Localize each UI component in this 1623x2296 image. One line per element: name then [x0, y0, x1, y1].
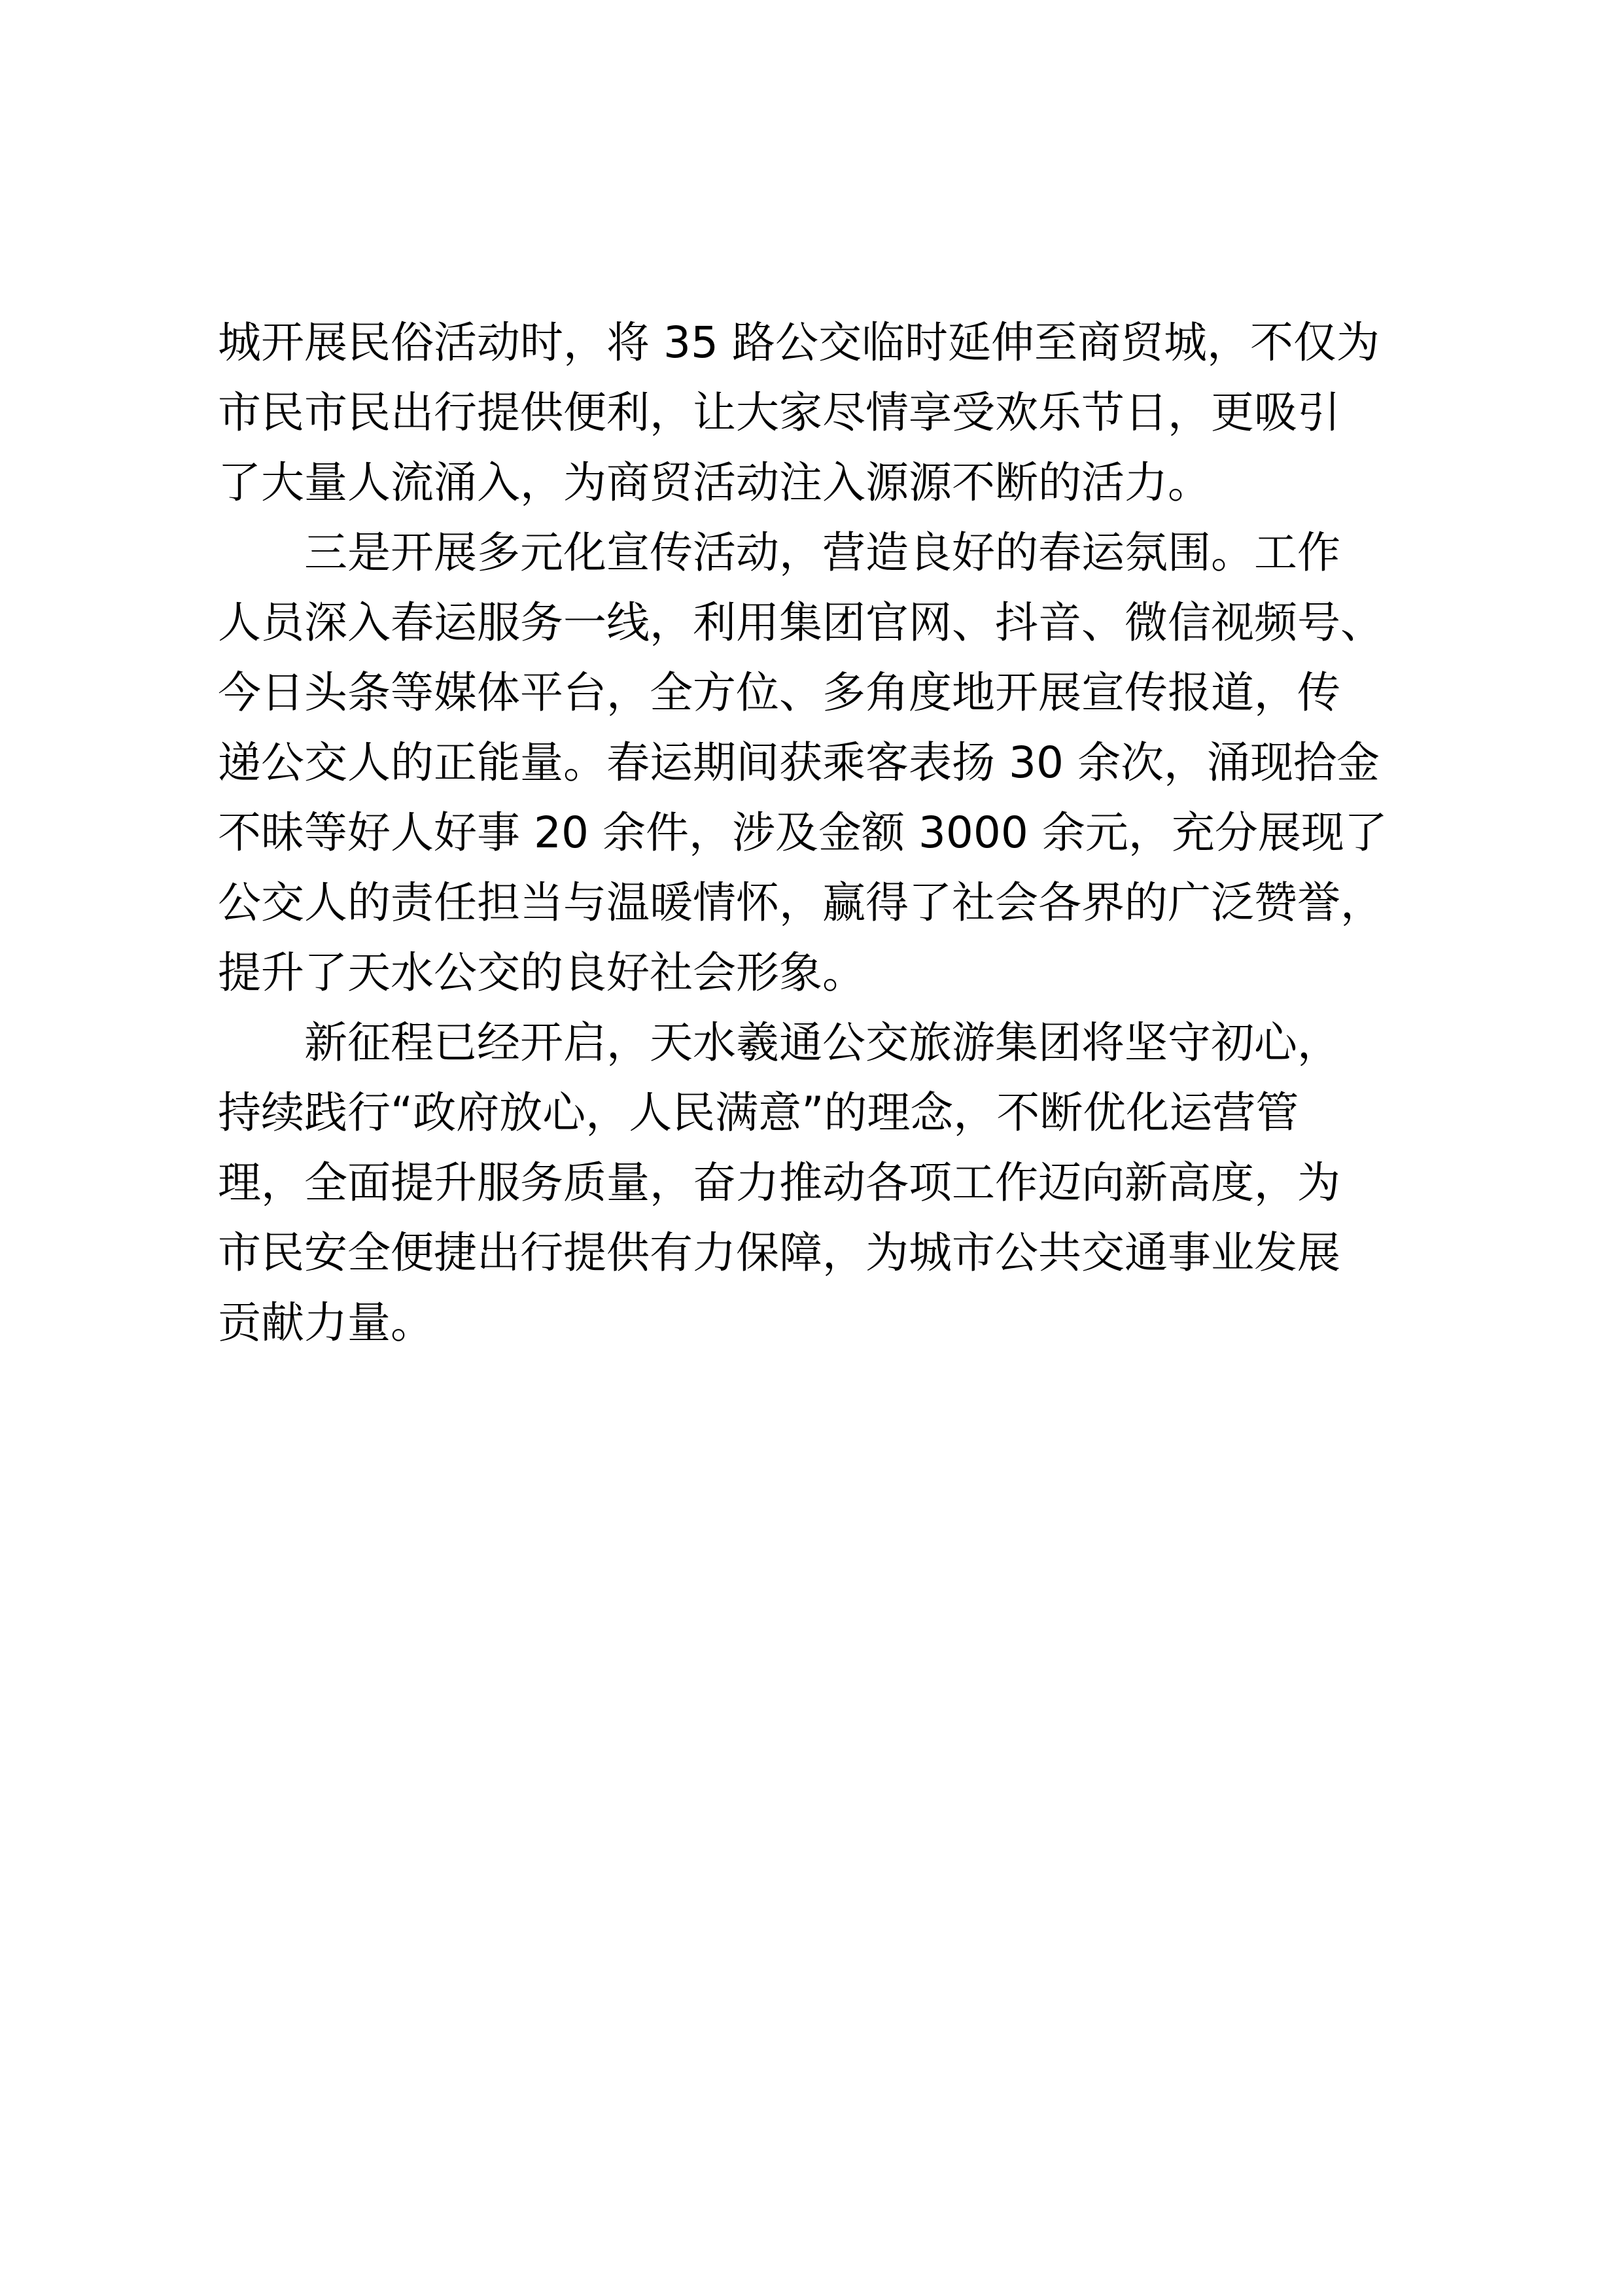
text-line: 不昧等好人好事 20 余件，涉及金额 3000 余元，充分展现了 [218, 807, 1387, 858]
text-line: 递公交人的正能量。春运期间获乘客表扬 30 余次，涌现拾金 [218, 737, 1380, 788]
text-line: 理，全面提升服务质量，奋力推动各项工作迈向新高度，为 [218, 1157, 1340, 1208]
text-line: 公交人的责任担当与温暖情怀，赢得了社会各界的广泛赞誉， [218, 877, 1384, 928]
text-line: 市民市民出行提供便利，让大家尽情享受欢乐节日，更吸引 [218, 387, 1340, 438]
paragraph-2 [218, 518, 1435, 1008]
text-line: 人员深入春运服务一线，利用集团官网、抖音、微信视频号、 [218, 597, 1384, 648]
text-line: 今日头条等媒体平台，全方位、多角度地开展宣传报道，传 [218, 667, 1340, 718]
text-line: 贡献力量。 [218, 1298, 434, 1348]
text-line: 了大量人流涌入，为商贸活动注入源源不断的活力。 [218, 457, 1211, 508]
text-line: 城开展民俗活动时，将 35 路公交临时延伸至商贸城，不仅为 [218, 317, 1380, 368]
text-line: 新征程已经开启，天水羲通公交旅游集团将坚守初心， [304, 1017, 1340, 1068]
document-body [218, 308, 1435, 1358]
text-line: 市民安全便捷出行提供有力保障，为城市公共交通事业发展 [218, 1227, 1340, 1278]
text-line: 持续践行“政府放心，人民满意”的理念，不断优化运营管 [218, 1087, 1299, 1138]
paragraph-3 [218, 1008, 1435, 1358]
paragraph-1 [218, 308, 1435, 518]
text-line: 三是开展多元化宣传活动，营造良好的春运氛围。工作 [304, 527, 1340, 578]
text-line: 提升了天水公交的良好社会形象。 [218, 947, 865, 998]
